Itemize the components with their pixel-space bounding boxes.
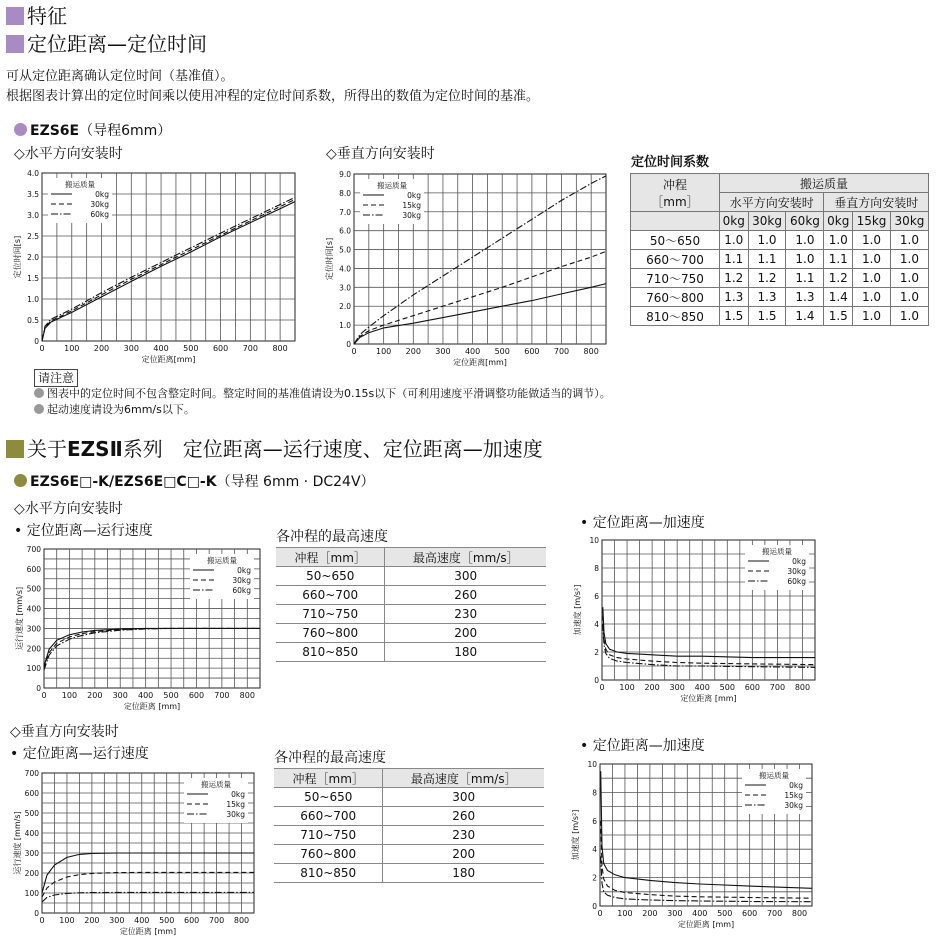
max-speed-col-speed: 最高速度［mm/s］ — [385, 548, 546, 567]
max-speed-cell: 810~850 — [276, 643, 385, 662]
y-tick-label: 2.0 — [27, 253, 39, 262]
section2-brand: EZSⅡ — [67, 437, 123, 461]
table-row — [631, 250, 929, 269]
coef-cell: 1.1 — [824, 250, 853, 269]
max-speed-cell: 260 — [383, 807, 544, 826]
x-tick-label: 700 — [208, 916, 225, 925]
max-speed-cell: 50~650 — [274, 788, 383, 807]
x-tick-label: 300 — [109, 916, 125, 925]
coef-cell: 1.0 — [853, 307, 891, 326]
intro-line-1: 可从定位距离确认定位时间（基准值）。 — [6, 69, 234, 84]
coef-title: 定位时间系数 — [631, 155, 710, 170]
note-1 — [34, 387, 611, 401]
y-tick-label: 600 — [24, 789, 39, 798]
coef-cell: 1.0 — [748, 231, 786, 250]
table-row — [274, 845, 544, 864]
max-speed-cell: 810~850 — [274, 864, 383, 883]
coef-vert-header: 垂直方向安装时 — [824, 193, 929, 212]
legend-label: 30kg — [784, 801, 803, 810]
y-tick-label: 0 — [594, 676, 599, 685]
x-axis-label: 定位距离 [mm] — [680, 694, 737, 703]
x-tick-label: 400 — [134, 916, 150, 925]
max-speed-cell: 50~650 — [276, 567, 385, 586]
coef-horiz-header: 水平方向安装时 — [720, 193, 824, 212]
table-row — [274, 826, 544, 845]
coef-cell: 1.0 — [786, 231, 824, 250]
chart-speed-vertical — [6, 765, 256, 940]
y-tick-label: 600 — [26, 564, 41, 574]
y-axis-label: 运行速度 [mm/s] — [15, 586, 24, 651]
y-tick-label: 100 — [26, 664, 41, 674]
max-speed-cell: 660~700 — [274, 807, 383, 826]
coef-stroke-header — [631, 174, 720, 212]
x-tick-label: 100 — [619, 683, 635, 692]
x-tick-label: 300 — [123, 344, 139, 353]
table-row — [274, 864, 544, 883]
model1-name: EZS6E — [30, 123, 80, 139]
x-axis-label: 定位距离 [mm] — [119, 927, 177, 936]
section2-title — [6, 437, 543, 461]
y-tick-label: 3.0 — [339, 283, 351, 293]
x-tick-label: 700 — [214, 691, 230, 700]
x-tick-label: 200 — [642, 909, 658, 918]
x-tick-label: 800 — [272, 344, 288, 353]
table-row — [276, 624, 546, 643]
chart-positioning-time-horizontal — [10, 165, 305, 370]
coef-cell: 1.2 — [748, 269, 786, 288]
y-tick-label: 4 — [592, 845, 597, 855]
coef-cell: 810～850 — [631, 307, 720, 326]
x-tick-label: 700 — [766, 909, 783, 918]
table-row — [631, 307, 929, 326]
coef-cell: 1.5 — [824, 307, 853, 326]
x-tick-label: 400 — [692, 909, 708, 918]
x-tick-label: 300 — [435, 347, 451, 356]
y-tick-label: 7.0 — [339, 207, 351, 217]
max-speed-cell: 760~800 — [274, 845, 383, 864]
coef-cell: 1.3 — [720, 288, 749, 307]
x-tick-label: 300 — [112, 691, 128, 700]
legend-title: 搬运质量 — [201, 780, 231, 789]
x-tick-label: 0 — [351, 347, 357, 356]
x-tick-label: 800 — [239, 691, 255, 700]
coef-cell: 1.0 — [890, 250, 928, 269]
coef-cell: 1.3 — [786, 288, 824, 307]
features-label: 特征 — [27, 4, 67, 28]
y-tick-label: 4.0 — [27, 169, 39, 178]
x-tick-label: 100 — [64, 344, 80, 353]
legend-label: 0kg — [95, 190, 109, 199]
coef-cell: 1.5 — [748, 307, 786, 326]
y-tick-label: 2 — [592, 873, 597, 883]
horizontal-label-1: ◇水平方向安装时 — [14, 146, 123, 162]
x-tick-label: 200 — [405, 347, 421, 356]
x-tick-label: 100 — [61, 691, 78, 700]
y-tick-label: 2.0 — [339, 302, 351, 312]
vertical-label-1: ◇垂直方向安装时 — [326, 146, 435, 162]
table-row — [276, 605, 546, 624]
y-tick-label: 200 — [26, 644, 41, 654]
x-axis-label: 定位距离[mm] — [141, 355, 196, 364]
y-axis-label: 运行速度 [mm/s] — [13, 811, 22, 875]
legend-title: 搬运质量 — [759, 771, 789, 780]
table-row — [631, 288, 929, 307]
y-tick-label: 0 — [346, 340, 351, 349]
y-axis-label: 加速度 [m/s²] — [571, 809, 580, 861]
speed-title-v-text: 定位距离—运行速度 — [22, 746, 149, 762]
note-2 — [34, 403, 195, 417]
max-speed-col-stroke: 冲程［mm］ — [274, 769, 383, 788]
y-tick-label: 500 — [24, 809, 39, 818]
coef-mass: 30kg — [890, 212, 928, 231]
y-tick-label: 1.5 — [27, 274, 39, 283]
section2-rest: 系列 定位距离—运行速度、定位距离—加速度 — [122, 437, 543, 461]
y-tick-label: 2 — [594, 648, 599, 657]
legend-label: 30kg — [402, 211, 421, 220]
max-speed-title-v: 各冲程的最高速度 — [274, 750, 386, 766]
table-row — [274, 788, 544, 807]
legend-label: 30kg — [787, 567, 806, 576]
max-speed-table-h — [276, 547, 546, 662]
coef-cell: 50～650 — [631, 231, 720, 250]
coef-cell: 1.0 — [786, 250, 824, 269]
section2-prefix: 关于 — [27, 437, 67, 461]
note-1-text: 图表中的定位时间不包含整定时间。整定时间的基准值请设为0.15s以下（可利用速度平滑调整功能做适当的调节）。 — [47, 387, 611, 400]
coef-cell: 760～800 — [631, 288, 720, 307]
horizontal-label-2: ◇水平方向安装时 — [14, 501, 123, 517]
coef-cell: 1.0 — [824, 231, 853, 250]
y-axis-label: 定位时间[s] — [13, 235, 22, 279]
coef-cell: 1.5 — [720, 307, 749, 326]
x-tick-label: 500 — [159, 916, 175, 925]
legend-label: 60kg — [90, 210, 109, 219]
x-tick-label: 600 — [524, 347, 540, 356]
coef-cell: 1.0 — [853, 269, 891, 288]
y-tick-label: 3.5 — [27, 190, 39, 199]
x-tick-label: 200 — [644, 683, 660, 692]
x-tick-label: 600 — [184, 916, 200, 925]
x-axis-label: 定位距离[mm] — [453, 358, 507, 367]
y-tick-label: 700 — [26, 545, 41, 554]
y-tick-label: 6 — [594, 592, 599, 601]
table-row — [276, 567, 546, 586]
coef-cell: 1.0 — [853, 288, 891, 307]
y-tick-label: 8.0 — [339, 188, 351, 198]
bullet-icon — [34, 388, 44, 398]
x-tick-label: 200 — [84, 916, 100, 925]
chart-accel-vertical — [572, 756, 817, 936]
x-tick-label: 500 — [163, 691, 179, 700]
coef-cell: 1.2 — [824, 269, 853, 288]
x-tick-label: 0 — [39, 916, 45, 925]
legend-label: 0kg — [231, 790, 245, 799]
coef-cell: 1.0 — [890, 288, 928, 307]
model2-lead: （导程 6mm · DC24V） — [216, 474, 375, 490]
y-tick-label: 200 — [24, 869, 39, 878]
coef-stroke-label: 冲程 — [662, 177, 687, 192]
max-speed-cell: 300 — [383, 788, 544, 807]
x-tick-label: 300 — [667, 909, 683, 918]
y-tick-label: 4.0 — [339, 264, 351, 274]
x-tick-label: 100 — [617, 909, 633, 918]
y-tick-label: 0 — [34, 909, 39, 918]
x-tick-label: 600 — [212, 344, 229, 353]
coef-cell: 1.4 — [824, 288, 853, 307]
y-tick-label: 1.0 — [27, 295, 39, 304]
x-tick-label: 0 — [599, 683, 605, 692]
vertical-label-2: ◇垂直方向安装时 — [10, 724, 119, 740]
max-speed-cell: 710~750 — [274, 826, 383, 845]
y-tick-label: 300 — [24, 849, 39, 858]
y-tick-label: 6 — [592, 816, 597, 826]
x-tick-label: 700 — [769, 683, 786, 692]
coef-mass: 0kg — [720, 212, 749, 231]
x-tick-label: 500 — [494, 347, 510, 356]
max-speed-cell: 710~750 — [276, 605, 385, 624]
coef-cell: 1.4 — [786, 307, 824, 326]
legend-label: 60kg — [232, 586, 251, 595]
x-tick-label: 100 — [376, 347, 392, 356]
x-tick-label: 700 — [242, 344, 258, 353]
x-tick-label: 500 — [183, 344, 199, 353]
legend-label: 15kg — [784, 791, 803, 800]
x-tick-label: 100 — [59, 916, 75, 925]
y-tick-label: 0.5 — [27, 316, 39, 325]
max-speed-col-stroke: 冲程［mm］ — [276, 548, 385, 567]
y-tick-label: 400 — [24, 829, 39, 838]
max-speed-cell: 660~700 — [276, 586, 385, 605]
legend-label: 0kg — [792, 557, 806, 566]
chart-positioning-time-vertical — [322, 165, 612, 370]
legend-title: 搬运质量 — [377, 181, 407, 190]
coef-table — [630, 173, 929, 326]
max-speed-cell: 300 — [385, 567, 546, 586]
olive-square-icon — [6, 440, 24, 458]
purple-square-icon — [6, 7, 24, 25]
y-tick-label: 10 — [589, 536, 599, 545]
section1-title-text: 定位距离—定位时间 — [27, 32, 207, 56]
y-tick-label: 0 — [36, 684, 41, 693]
x-tick-label: 0 — [597, 909, 603, 918]
legend-label: 60kg — [787, 577, 806, 586]
model2-name: EZS6E□-K/EZS6E□C□-K — [30, 474, 217, 490]
x-tick-label: 400 — [464, 347, 481, 356]
accel-title-v: • 定位距离—加速度 — [580, 738, 705, 754]
bullet-icon — [14, 123, 27, 136]
table-row — [276, 643, 546, 662]
y-axis-label: 加速度 [m/s²] — [573, 584, 582, 636]
x-tick-label: 500 — [717, 909, 733, 918]
y-tick-label: 300 — [26, 624, 41, 634]
model1-lead: （导程6mm） — [79, 123, 172, 139]
legend-title: 搬运质量 — [762, 547, 792, 556]
x-tick-label: 600 — [744, 683, 760, 692]
purple-square-icon — [6, 35, 24, 53]
x-tick-label: 800 — [583, 347, 599, 356]
x-tick-label: 800 — [233, 916, 250, 925]
max-speed-table-v — [274, 768, 544, 883]
x-tick-label: 200 — [93, 344, 110, 353]
max-speed-cell: 180 — [385, 643, 546, 662]
legend-label: 15kg — [402, 201, 421, 210]
max-speed-cell: 230 — [383, 826, 544, 845]
legend-label: 30kg — [232, 576, 251, 585]
max-speed-cell: 200 — [383, 845, 544, 864]
y-tick-label: 0 — [34, 337, 39, 346]
y-tick-label: 10 — [587, 760, 597, 769]
y-tick-label: 9.0 — [339, 170, 351, 179]
coef-cell: 1.0 — [853, 250, 891, 269]
x-tick-label: 600 — [742, 909, 758, 918]
coef-cell: 1.3 — [748, 288, 786, 307]
x-tick-label: 400 — [153, 344, 169, 353]
x-tick-label: 500 — [719, 683, 735, 692]
coef-cell: 1.0 — [853, 231, 891, 250]
y-tick-label: 700 — [24, 769, 39, 778]
y-tick-label: 0 — [592, 902, 597, 911]
features-heading — [6, 4, 67, 28]
y-tick-label: 5.0 — [339, 245, 351, 255]
y-tick-label: 4 — [594, 620, 599, 629]
intro-line-2: 根据图表计算出的定位时间乘以使用冲程的定位时间系数，所得出的数值为定位时间的基准。 — [6, 89, 540, 104]
coef-empty-cell — [631, 212, 720, 231]
accel-title-h-text: 定位距离—加速度 — [592, 515, 705, 531]
y-tick-label: 400 — [26, 604, 41, 614]
table-row — [276, 586, 546, 605]
y-tick-label: 8 — [592, 788, 597, 798]
coef-mass: 15kg — [853, 212, 891, 231]
model1-heading — [14, 120, 171, 140]
table-row — [631, 231, 929, 250]
coef-mass: 0kg — [824, 212, 853, 231]
y-axis-label: 定位时间[s] — [325, 237, 334, 281]
speed-title-h: • 定位距离—运行速度 — [14, 523, 153, 539]
coef-mass: 60kg — [786, 212, 824, 231]
chart-speed-horizontal — [8, 542, 263, 712]
coef-cell: 1.1 — [720, 250, 749, 269]
coef-cell: 660～700 — [631, 250, 720, 269]
legend-label: 0kg — [237, 566, 251, 575]
y-tick-label: 1.0 — [339, 321, 351, 331]
x-tick-label: 200 — [87, 691, 103, 700]
legend-label: 0kg — [407, 191, 421, 200]
x-tick-label: 0 — [39, 344, 45, 353]
coef-cell: 1.0 — [890, 307, 928, 326]
coef-stroke-unit: ［mm］ — [651, 194, 699, 209]
x-tick-label: 0 — [41, 691, 47, 700]
max-speed-cell: 260 — [385, 586, 546, 605]
x-tick-label: 800 — [794, 683, 811, 692]
legend-label: 30kg — [90, 200, 109, 209]
max-speed-cell: 200 — [385, 624, 546, 643]
y-tick-label: 500 — [26, 584, 41, 594]
accel-title-h: • 定位距离—加速度 — [580, 515, 705, 531]
note-2-text: 起动速度请设为6mm/s以下。 — [47, 403, 195, 416]
max-speed-col-speed: 最高速度［mm/s］ — [383, 769, 544, 788]
y-tick-label: 3.0 — [27, 211, 39, 220]
chart-accel-horizontal — [572, 532, 820, 707]
legend-label: 30kg — [226, 810, 245, 819]
coef-cell: 1.0 — [720, 231, 749, 250]
y-tick-label: 100 — [24, 889, 39, 898]
notes-label: 请注意 — [34, 369, 78, 387]
x-axis-label: 定位距离 [mm] — [677, 920, 735, 929]
x-tick-label: 600 — [188, 691, 205, 700]
coef-cell: 1.0 — [890, 231, 928, 250]
legend-label: 0kg — [789, 781, 803, 790]
legend-title: 搬运质量 — [207, 556, 237, 565]
y-tick-label: 8 — [594, 564, 599, 573]
table-row — [631, 269, 929, 288]
x-tick-label: 400 — [138, 691, 154, 700]
x-tick-label: 800 — [791, 909, 808, 918]
max-speed-cell: 230 — [385, 605, 546, 624]
section1-title — [6, 32, 207, 56]
speed-title-v: • 定位距离—运行速度 — [10, 746, 149, 762]
coef-cell: 710～750 — [631, 269, 720, 288]
x-tick-label: 700 — [553, 347, 570, 356]
x-tick-label: 300 — [669, 683, 685, 692]
bullet-icon — [14, 474, 27, 487]
legend-title: 搬运质量 — [65, 180, 95, 189]
coef-mass-header: 搬运质量 — [720, 174, 929, 193]
accel-title-v-text: 定位距离—加速度 — [592, 738, 705, 754]
bullet-icon — [34, 404, 44, 414]
legend-label: 15kg — [226, 800, 245, 809]
y-tick-label: 6.0 — [339, 226, 351, 236]
x-axis-label: 定位距离 [mm] — [123, 702, 181, 711]
coef-cell: 1.1 — [786, 269, 824, 288]
table-row — [274, 807, 544, 826]
coef-mass: 30kg — [748, 212, 786, 231]
y-tick-label: 2.5 — [27, 232, 39, 241]
max-speed-cell: 180 — [383, 864, 544, 883]
model2-heading — [14, 471, 375, 491]
coef-cell: 1.2 — [720, 269, 749, 288]
x-tick-label: 400 — [694, 683, 710, 692]
speed-title-h-text: 定位距离—运行速度 — [26, 523, 153, 539]
coef-cell: 1.1 — [748, 250, 786, 269]
coef-cell: 1.0 — [890, 269, 928, 288]
max-speed-cell: 760~800 — [276, 624, 385, 643]
max-speed-title-h: 各冲程的最高速度 — [276, 529, 388, 545]
